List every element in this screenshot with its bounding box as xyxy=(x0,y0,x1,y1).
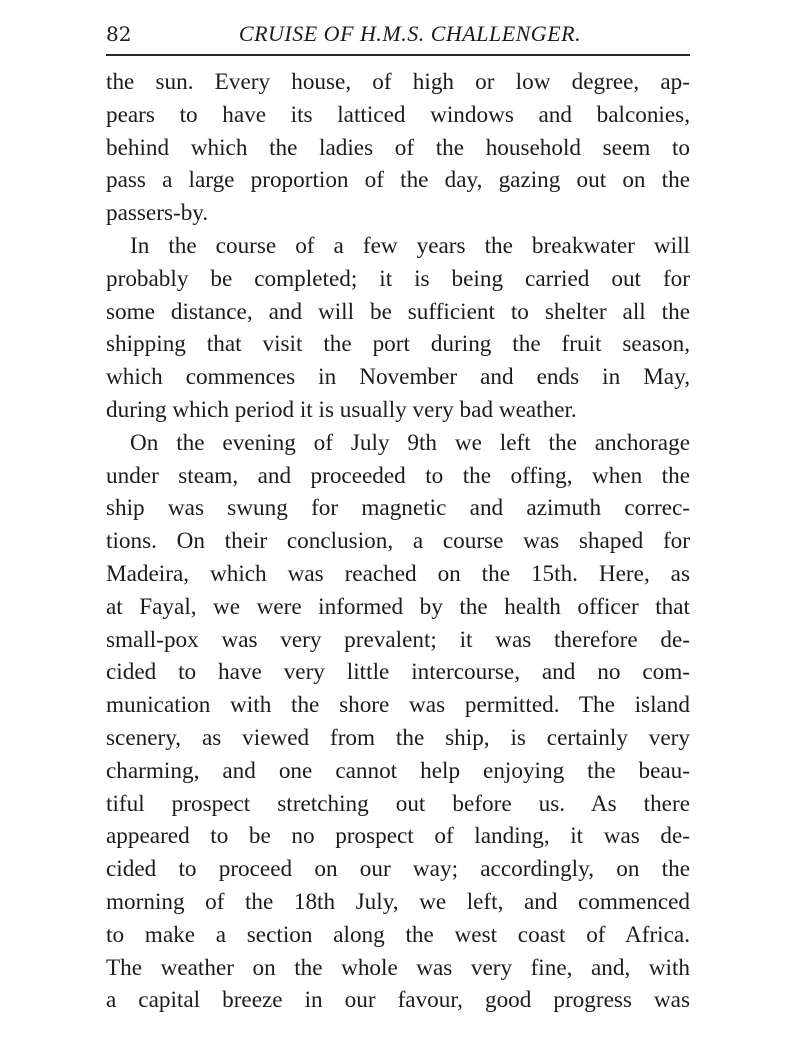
text-line: probably be completed; it is being carried out for xyxy=(106,265,690,292)
text-line: charming, and one cannot help enjoying the beau- xyxy=(106,757,690,784)
running-head xyxy=(106,20,690,48)
running-title: CRUISE OF H.M.S. CHALLENGER. xyxy=(238,21,582,46)
text-line: cided to proceed on our way; accordingly, on the xyxy=(106,856,690,883)
page-number: 82 xyxy=(106,22,132,46)
text-line: On the evening of July 9th we left the anchorage xyxy=(130,429,690,456)
text-line: a capital breeze in our favour, good progress was xyxy=(106,987,690,1014)
text-line: The weather on the whole was very fine, and, with xyxy=(106,954,690,981)
text-line: cided to have very little intercourse, and no com- xyxy=(106,659,690,686)
text-line: shipping that visit the port during the fruit season, xyxy=(106,331,690,358)
text-line: during which period it is usually very bad weather. xyxy=(106,396,577,423)
text-line: behind which the ladies of the household seem to xyxy=(106,134,690,161)
text-line: some distance, and will be sufficient to shelter all the xyxy=(106,298,690,325)
body-text xyxy=(106,66,690,1017)
text-line: to make a section along the west coast of Africa. xyxy=(106,921,690,948)
text-line: ship was swung for magnetic and azimuth correc- xyxy=(106,495,690,522)
text-line: the sun. Every house, of high or low degree, ap- xyxy=(106,69,690,95)
text-line: at Fayal, we were informed by the health officer that xyxy=(106,593,690,620)
text-line: small-pox was very prevalent; it was therefore de- xyxy=(106,626,690,653)
text-line: munication with the shore was permitted. The island xyxy=(106,692,690,719)
text-line: In the course of a few years the breakwater will xyxy=(130,232,690,259)
text-line: tions. On their conclusion, a course was shaped for xyxy=(106,528,690,555)
text-line: tiful prospect stretching out before us. As there xyxy=(106,790,690,817)
header-rule xyxy=(106,54,690,56)
text-line: under steam, and proceeded to the offing, when the xyxy=(106,462,690,489)
text-line: morning of the 18th July, we left, and commenced xyxy=(106,888,690,915)
text-line: which commences in November and ends in May, xyxy=(106,364,690,391)
text-line: pears to have its latticed windows and balconies, xyxy=(106,101,690,128)
text-line: appeared to be no prospect of landing, it was de- xyxy=(106,823,690,850)
text-line: Madeira, which was reached on the 15th. Here, as xyxy=(106,560,690,587)
text-line: scenery, as viewed from the ship, is certainly very xyxy=(106,724,690,751)
text-line: pass a large proportion of the day, gazing out on the xyxy=(106,167,690,194)
text-line: passers-by. xyxy=(106,200,209,227)
